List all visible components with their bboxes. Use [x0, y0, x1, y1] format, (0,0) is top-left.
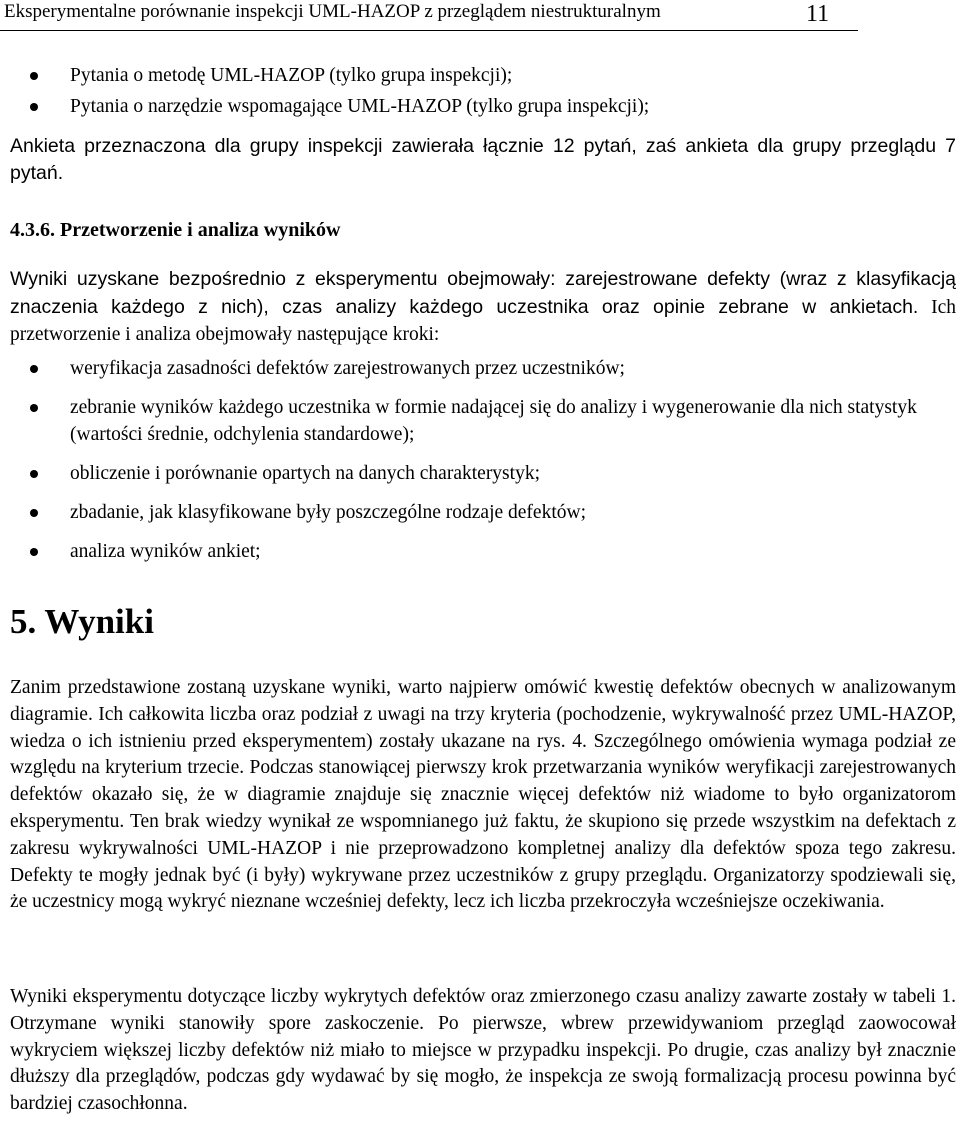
list-item: [0, 538, 960, 565]
bullet-icon: [30, 103, 38, 111]
page-number: 11: [806, 1, 830, 27]
bullet-icon: [30, 72, 38, 80]
list-item-text: Pytania o metodę UML-HAZOP (tylko grupa inspekcji);: [70, 65, 513, 86]
list-item-text: analiza wyników ankiet;: [70, 541, 261, 562]
running-header: [0, 0, 858, 31]
list-item: [0, 499, 960, 526]
bullet-icon: [30, 404, 38, 412]
list-item: [0, 62, 960, 89]
processing-steps-list: [0, 355, 960, 565]
survey-questions-list: [0, 62, 960, 120]
list-item-text: weryfikacja zasadności defektów zarejestrowanych przez uczestników;: [70, 358, 625, 379]
results-paragraph-2: Wyniki eksperymentu dotyczące liczby wykrytych defektów oraz zmierzonego czasu analizy zawarte zostały w tabeli 1. Otrzymane wyniki stanowiły spore zaskoczenie. Po pierwsze, wbrew przewidywaniom przegląd zaowocował wykryciem większej liczby defektów niż miało to miejsce w przypadku inspekcji. Po drugie, czas analizy był znacznie dłuższy dla przeglądów, podczas gdy wydawać by się mogło, że inspekcja ze swoją formalizacją procesu powinna być bardziej czasochłonna.: [10, 986, 956, 1115]
list-item-text: Pytania o narzędzie wspomagające UML-HAZOP (tylko grupa inspekcji);: [70, 96, 650, 117]
survey-paragraph: Ankieta przeznaczona dla grupy inspekcji zawierała łącznie 12 pytań, zaś ankieta dla grupy przeglądu 7 pytań.: [10, 135, 956, 184]
list-item: [0, 355, 960, 382]
bullet-icon: [30, 509, 38, 517]
bullet-icon: [30, 548, 38, 556]
list-item-text: zebranie wyników każdego uczestnika w formie nadającej się do analizy i wygenerowanie dla nich statystyk (wartości średnie, odchylenia standardowe);: [70, 397, 917, 445]
list-item: [0, 394, 960, 448]
processing-intro-sans-text: Wyniki uzyskane bezpośrednio z eksperymentu obejmowały: zarejestrowane defekty (wraz z klasyfikacją znaczenia każdego z nich), czas analizy każdego uczestnika oraz opinie zebrane w ankietach.: [10, 268, 956, 318]
processing-intro-paragraph: [10, 266, 956, 348]
section-heading-5: 5. Wyniki: [10, 602, 154, 641]
list-item-text: zbadanie, jak klasyfikowane były poszczególne rodzaje defektów;: [70, 502, 586, 523]
bullet-icon: [30, 470, 38, 478]
list-item: [0, 93, 960, 120]
processing-intro-serif-text: Ich przetworzenie i analiza obejmowały następujące kroki:: [10, 296, 956, 345]
results-paragraph-1: Zanim przedstawione zostaną uzyskane wyniki, warto najpierw omówić kwestię defektów obecnych w analizowanym diagramie. Ich całkowita liczba oraz podział z uwagi na trzy kryteria (pochodzenie, wykrywalność przez UML-HAZOP, wiedza o ich istnieniu przed eksperymentem) zostały ukazane na rys. 4. Szczególnego omówienia wymaga podział ze względu na kryterium trzecie. Podczas stanowiącej pierwszy krok przetwarzania wyników weryfikacji zarejestrowanych defektów okazało się, że w diagramie znajduje się znacznie więcej defektów niż wiadome to było organizatorom eksperymentu. Ten brak wiedzy wynikał ze wspomnianego już faktu, że skupiono się przede wszystkim na defektach z zakresu wykrywalności UML-HAZOP i nie przeprowadzono kompletnej analizy dla defektów spoza tego zakresu. Defekty te mogły jednak być (i były) wykrywane przez uczestników z grupy przeglądu. Organizatorzy spodziewali się, że uczestnicy mogą wykryć nieznane wcześniej defekty, lecz ich liczba przekroczyła wcześniejsze oczekiwania.: [10, 677, 956, 913]
running-header-title: Eksperymentalne porównanie inspekcji UML-HAZOP z przeglądem niestrukturalnym: [4, 1, 661, 22]
list-item: [0, 460, 960, 487]
section-heading-4-3-6: 4.3.6. Przetworzenie i analiza wyników: [10, 219, 341, 241]
bullet-icon: [30, 365, 38, 373]
list-item-text: obliczenie i porównanie opartych na danych charakterystyk;: [70, 463, 540, 484]
